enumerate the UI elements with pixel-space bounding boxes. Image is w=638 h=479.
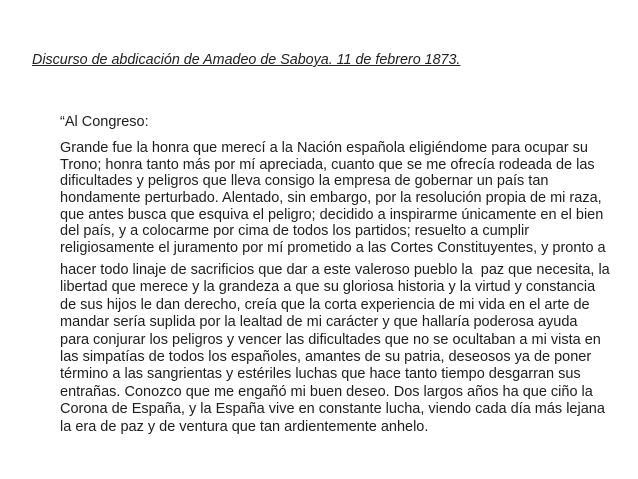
text-line: dificultades y peligros que lleva consigo la empresa de gobernar un país tan bbox=[60, 173, 549, 190]
text-line: Grande fue la honra que merecí a la Nación española eligiéndome para ocupar su bbox=[60, 140, 588, 156]
text-line: que antes busca que esquiva el peligro; decidido a inspirarme únicamente en el bien bbox=[60, 206, 604, 223]
salutation: “Al Congreso: bbox=[60, 114, 149, 130]
text-line: la era de paz y de ventura que tan ardientemente anhelo. bbox=[60, 418, 429, 435]
text-line: hacer todo linaje de sacrificios que dar a este valeroso pueblo la paz que necesita, la bbox=[60, 262, 610, 278]
text-line: religiosamente el juramento por mí prometido a las Cortes Constituyentes, y pronto a bbox=[60, 240, 606, 257]
slide-title: Discurso de abdicación de Amadeo de Saboya. 11 de febrero 1873. bbox=[32, 52, 461, 68]
text-line: término a las sangrientas y estériles luchas que hace tanto tiempo desgarran sus bbox=[60, 366, 581, 383]
text-line: de sus hijos le dan derecho, creía que la corta experiencia de mi vida en el arte de bbox=[60, 296, 590, 313]
text-line: hondamente perturbado. Alentado, sin embargo, por la resolución propia de mi raza, bbox=[60, 190, 602, 207]
text-line: Corona de España, y la España vive en constante lucha, viendo cada día más lejana bbox=[60, 401, 605, 418]
text-line: las simpatías de todos los españoles, amantes de su patria, deseosos ya de poner bbox=[60, 349, 592, 366]
text-line: Trono; honra tanto más por mí apreciada, cuanto que se me ofrecía rodeada de las bbox=[60, 156, 595, 173]
text-line: del país, y a colocarme por cima de todos los partidos; resuelto a cumplir bbox=[60, 223, 530, 240]
paragraph-2 bbox=[60, 262, 610, 436]
paragraph-1 bbox=[60, 140, 606, 257]
text-line: mandar sería suplida por la lealtad de mi carácter y que hallaría poderosa ayuda bbox=[60, 314, 578, 331]
text-line: entrañas. Conozco que me engañó mi buen deseo. Dos largos años ha que ciño la bbox=[60, 383, 593, 400]
text-line: para conjurar los peligros y vencer las dificultades que no se ocultaban a mi vista en bbox=[60, 331, 601, 348]
text-line: libertad que merece y la grandeza a que su gloriosa historia y la virtud y constancia bbox=[60, 279, 596, 296]
